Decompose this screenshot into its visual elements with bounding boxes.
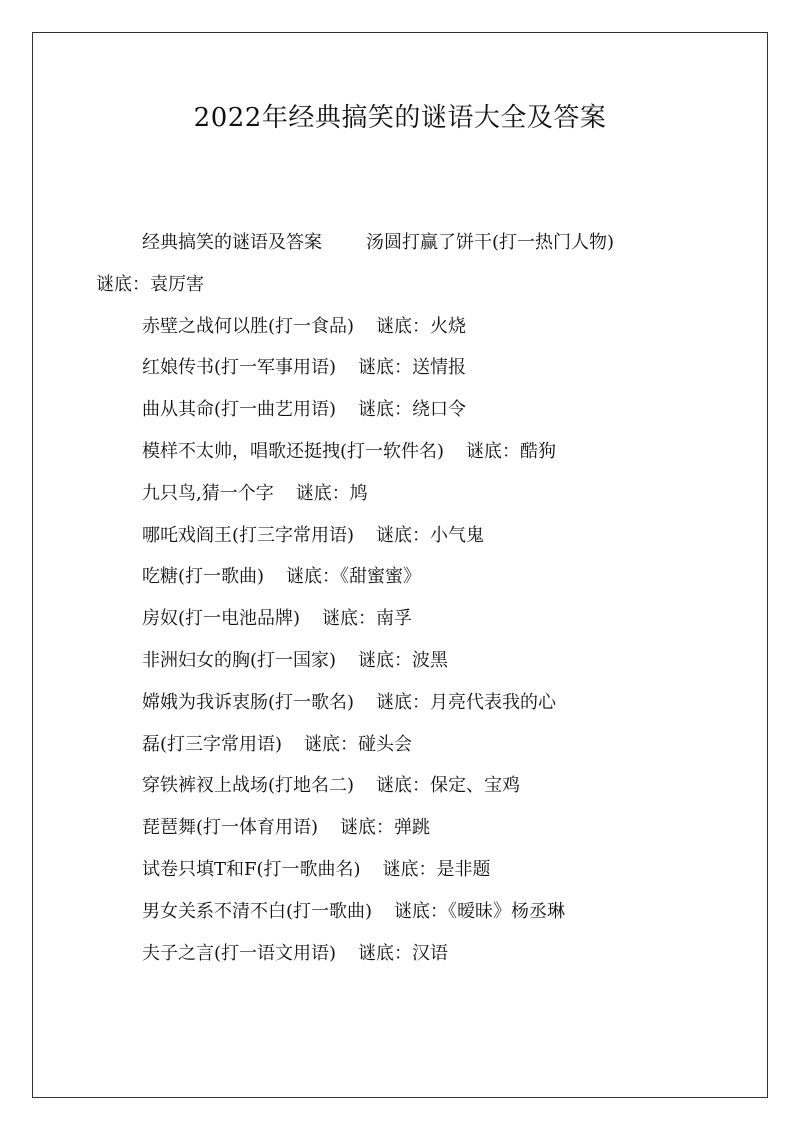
riddle-answer: 谜底：火烧 [376,315,467,337]
document-title: 2022年经典搞笑的谜语大全及答案 [193,103,607,133]
riddle-answer: 谜底：弹跳 [340,817,431,839]
riddle-question: 房奴(打一电池品牌) [142,608,301,630]
riddle-item [96,347,716,389]
riddle-answer: 谜底：《甜蜜蜜》 [286,566,422,588]
riddle-item [96,515,716,557]
riddle-answer: 谜底：小气鬼 [376,524,485,546]
riddle-question: 模样不太帅，唱歌还挺拽(打一软件名) [142,440,445,462]
riddle-item [96,891,716,933]
riddle-item [96,933,716,975]
riddle-question: 嫦娥为我诉衷肠(打一歌名) [142,691,355,713]
riddle-item [96,849,716,891]
riddle-item [96,640,716,682]
riddle-question: 琵琶舞(打一体育用语) [142,817,319,839]
intro-answer: 谜底：袁厉害 [96,273,204,295]
riddle-answer: 谜底：是非题 [382,858,491,880]
riddle-item [96,724,716,766]
riddle-answer: 谜底：波黑 [358,649,449,671]
intro-riddle: 汤圆打赢了饼干(打一热门人物) [366,232,615,253]
intro-paragraph [96,222,716,264]
riddle-answer: 谜底：南孚 [322,608,413,630]
riddle-question: 夫子之言(打一语文用语) [142,942,337,964]
riddle-answer: 谜底：月亮代表我的心 [376,691,557,713]
riddle-question: 男女关系不清不白(打一歌曲) [142,900,373,922]
riddle-answer: 谜底：碰头会 [304,733,413,755]
riddle-item [96,473,716,515]
riddle-answer: 谜底：送情报 [358,357,467,379]
riddle-answer: 谜底：酷狗 [466,440,557,462]
riddle-item [96,306,716,348]
riddle-answer: 谜底：保定、宝鸡 [376,775,521,797]
riddle-question: 非洲妇女的胸(打一国家) [142,649,337,671]
riddle-question: 穿铁裤衩上战场(打地名二) [142,775,355,797]
riddle-item [96,807,716,849]
riddle-answer: 谜底：《暧昧》杨丞琳 [394,900,566,922]
riddle-item [96,389,716,431]
riddle-item [96,765,716,807]
riddle-item [96,556,716,598]
riddle-item [96,431,716,473]
riddle-item [96,598,716,640]
riddle-question: 吃糖(打一歌曲) [142,566,265,588]
intro-answer-line [96,264,716,306]
riddle-question: 赤壁之战何以胜(打一食品) [142,315,355,337]
document-body [96,222,716,974]
riddle-question: 曲从其命(打一曲艺用语) [142,399,337,421]
riddle-question: 红娘传书(打一军事用语) [142,357,337,379]
riddle-question: 磊(打三字常用语) [142,733,283,755]
riddle-answer: 谜底：鸠 [295,482,368,504]
riddle-answer: 谜底：汉语 [358,942,449,964]
riddle-item [96,682,716,724]
riddle-list [96,306,716,975]
riddle-question: 哪吒戏阎王(打三字常用语) [142,524,355,546]
riddle-question: 试卷只填T和F(打一歌曲名) [142,858,361,880]
riddle-answer: 谜底：绕口令 [358,399,467,421]
intro-heading: 经典搞笑的谜语及答案 [142,232,322,253]
riddle-question: 九只鸟,猜一个字 [142,482,274,504]
